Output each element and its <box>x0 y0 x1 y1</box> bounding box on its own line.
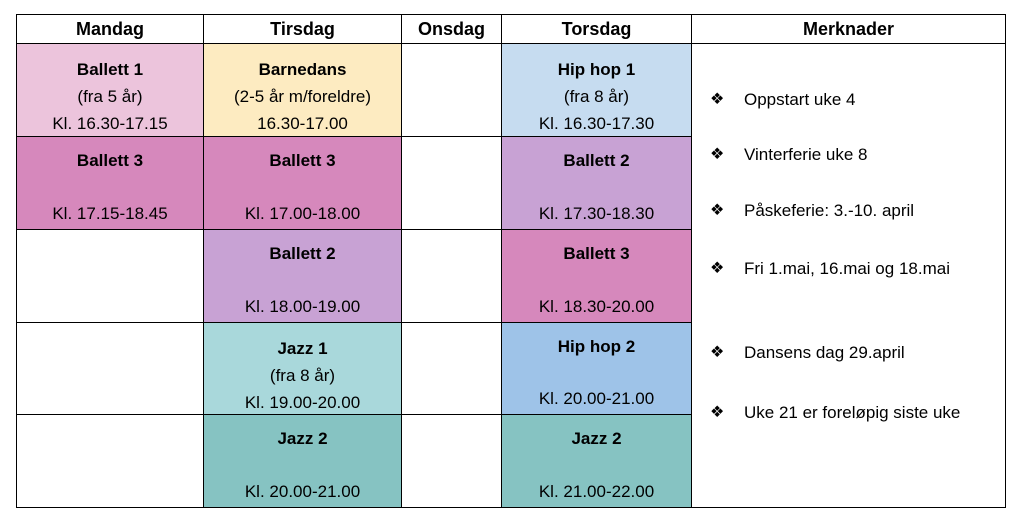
header-label: Onsdag <box>417 18 485 39</box>
lesson-name: Ballett 3 <box>563 244 630 263</box>
lesson-name: Hip hop 2 <box>557 337 636 356</box>
lesson-time: Kl. 17.15-18.45 <box>52 204 168 223</box>
diamond-bullet-icon: ❖ <box>710 260 725 277</box>
header-label: Mandag <box>75 18 144 39</box>
lesson-time: Kl. 19.00-20.00 <box>244 393 361 412</box>
lesson-name: Ballett 1 <box>76 60 144 79</box>
empty-cell <box>401 322 502 415</box>
lesson-time: Kl. 17.30-18.30 <box>538 204 655 223</box>
lesson-thursday-hip-hop-2 <box>501 322 692 415</box>
header-wednesday <box>401 14 502 44</box>
lesson-time: Kl. 17.00-18.00 <box>244 204 361 223</box>
lesson-thursday-ballett-3 <box>501 229 692 323</box>
note-item <box>710 141 979 168</box>
header-thursday <box>501 14 692 44</box>
notes-cell <box>691 43 1006 508</box>
lesson-time: Kl. 20.00-21.00 <box>538 389 655 408</box>
lesson-time: Kl. 18.30-20.00 <box>538 297 655 316</box>
note-item <box>710 86 979 113</box>
lesson-time: Kl. 21.00-22.00 <box>538 482 655 501</box>
lesson-name: Hip hop 1 <box>557 60 636 79</box>
note-item <box>710 255 979 282</box>
note-text: Vinterferie uke 8 <box>744 145 868 164</box>
note-text: Oppstart uke 4 <box>744 90 856 109</box>
lesson-name: Barnedans <box>258 60 347 79</box>
empty-cell <box>16 322 204 415</box>
note-text: Uke 21 er foreløpig siste uke <box>744 403 961 422</box>
lesson-time: Kl. 18.00-19.00 <box>244 297 361 316</box>
lesson-name: Ballett 2 <box>563 151 630 170</box>
empty-cell <box>16 414 204 508</box>
empty-cell <box>401 43 502 137</box>
lesson-thursday-hip-hop-1 <box>501 43 692 137</box>
lesson-thursday-ballett-2 <box>501 136 692 230</box>
empty-cell <box>401 229 502 323</box>
note-text: Påskeferie: 3.-10. april <box>744 201 915 220</box>
lesson-monday-ballett-3 <box>16 136 204 230</box>
diamond-bullet-icon: ❖ <box>710 344 725 361</box>
header-label: Tirsdag <box>270 18 335 39</box>
diamond-bullet-icon: ❖ <box>710 146 725 163</box>
empty-cell <box>401 136 502 230</box>
lesson-tuesday-barnedans <box>203 43 402 137</box>
diamond-bullet-icon: ❖ <box>710 202 725 219</box>
lesson-name: Ballett 3 <box>269 151 336 170</box>
lesson-time: Kl. 16.30-17.15 <box>52 114 168 133</box>
lesson-name: Ballett 3 <box>76 151 144 170</box>
lesson-tuesday-ballett-2 <box>203 229 402 323</box>
note-item <box>710 197 979 224</box>
lesson-tuesday-ballett-3 <box>203 136 402 230</box>
lesson-tuesday-jazz-1 <box>203 322 402 415</box>
note-text: Fri 1.mai, 16.mai og 18.mai <box>744 259 950 278</box>
note-text: Dansens dag 29.april <box>744 343 905 362</box>
note-item <box>710 399 979 426</box>
header-notes <box>691 14 1006 44</box>
header-label: Torsdag <box>561 18 632 39</box>
lesson-subtitle: (fra 5 år) <box>77 87 143 106</box>
lesson-name: Jazz 2 <box>571 429 622 448</box>
header-label: Merknader <box>802 18 895 39</box>
lesson-time: 16.30-17.00 <box>257 114 348 133</box>
lesson-subtitle: (2-5 år m/foreldre) <box>234 87 371 106</box>
lesson-name: Jazz 2 <box>277 429 328 448</box>
lesson-time: Kl. 16.30-17.30 <box>538 114 655 133</box>
header-monday <box>16 14 204 44</box>
empty-cell <box>16 229 204 323</box>
diamond-bullet-icon: ❖ <box>710 91 725 108</box>
lesson-tuesday-jazz-2 <box>203 414 402 508</box>
lesson-name: Jazz 1 <box>277 339 328 358</box>
lesson-monday-ballett-1 <box>16 43 204 137</box>
note-item <box>710 339 979 366</box>
empty-cell <box>401 414 502 508</box>
lesson-thursday-jazz-2 <box>501 414 692 508</box>
lesson-name: Ballett 2 <box>269 244 336 263</box>
header-tuesday <box>203 14 402 44</box>
lesson-subtitle: (fra 8 år) <box>563 87 630 106</box>
diamond-bullet-icon: ❖ <box>710 404 725 421</box>
lesson-subtitle: (fra 8 år) <box>269 366 336 385</box>
lesson-time: Kl. 20.00-21.00 <box>244 482 361 501</box>
